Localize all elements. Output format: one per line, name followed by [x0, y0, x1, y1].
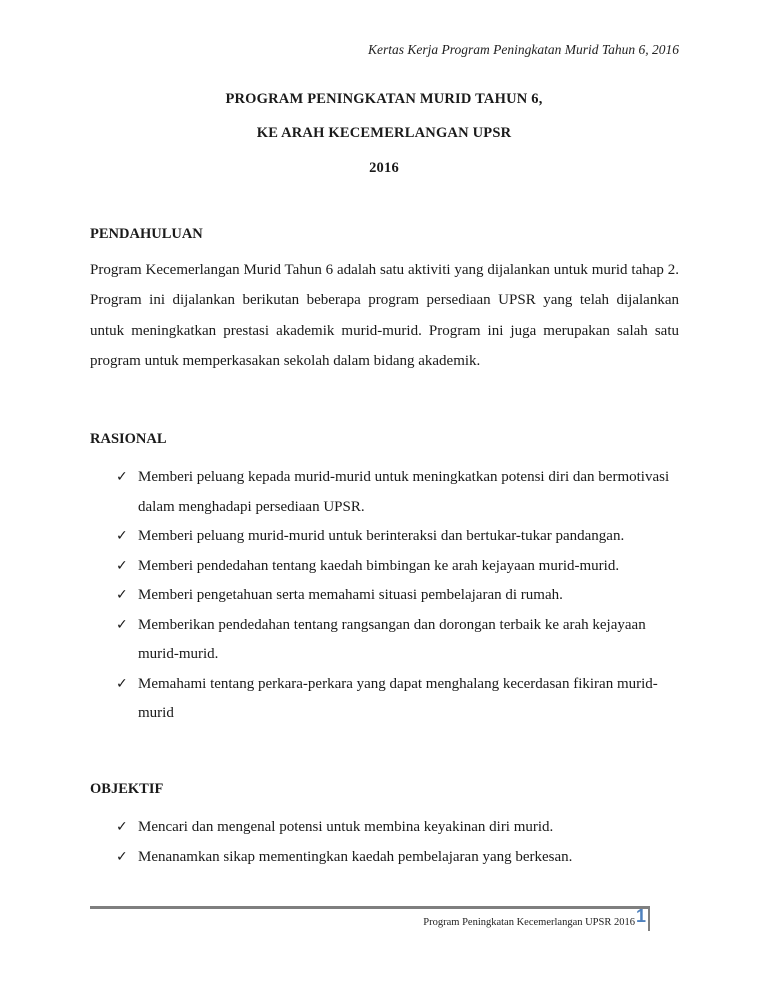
- objektif-list: [90, 813, 690, 872]
- list-item-text: Mencari dan mengenal potensi untuk membina keyakinan diri murid.: [138, 819, 554, 835]
- list-item: [90, 611, 690, 670]
- list-item: [90, 552, 690, 582]
- list-item: [90, 670, 690, 729]
- check-icon: ✓: [116, 675, 128, 692]
- check-icon: ✓: [116, 616, 128, 633]
- heading-pendahuluan: PENDAHULUAN: [90, 226, 203, 242]
- title-line-1: PROGRAM PENINGKATAN MURID TAHUN 6,: [225, 91, 543, 107]
- list-item: [90, 813, 690, 843]
- check-icon: ✓: [116, 557, 128, 574]
- heading-objektif: OBJEKTIF: [90, 781, 164, 797]
- list-item: [90, 843, 690, 873]
- check-icon: ✓: [116, 587, 128, 603]
- intro-paragraph: Program Kecemerlangan Murid Tahun 6 adalah satu aktiviti yang dijalankan untuk murid tahap 2. Program ini dijalankan berikutan beberapa program persediaan UPSR yang telah dijalankan untuk meningkatkan prestasi akademik murid-murid. Program ini juga merupakan salah satu program untuk memperkasakan sekolah dalam bidang akademik.: [90, 262, 679, 370]
- list-item-text: Memberikan pendedahan tentang rangsangan dan dorongan terbaik ke arah kejayaan murid-murid.: [138, 616, 646, 662]
- list-item-text: Memberi pengetahuan serta memahami situasi pembelajaran di rumah.: [138, 587, 563, 603]
- title-year: 2016: [369, 160, 399, 176]
- check-icon: ✓: [116, 848, 128, 865]
- page-number: 1: [635, 906, 646, 926]
- list-item-text: Memberi peluang murid-murid untuk berinteraksi dan bertukar-tukar pandangan.: [138, 528, 625, 544]
- list-item: [90, 463, 690, 522]
- check-icon: ✓: [116, 528, 128, 544]
- heading-rasional: RASIONAL: [90, 431, 167, 447]
- check-icon: ✓: [116, 469, 128, 485]
- list-item-text: Menanamkan sikap mementingkan kaedah pembelajaran yang berkesan.: [138, 848, 573, 865]
- list-item-text: Memberi peluang kepada murid-murid untuk meningkatkan potensi diri dan bermotivasi dalam menghadapi persediaan UPSR.: [138, 469, 670, 515]
- footer-text: Program Peningkatan Kecemerlangan UPSR 2016: [423, 917, 635, 928]
- rasional-list: [90, 463, 690, 729]
- list-item-text: Memahami tentang perkara-perkara yang dapat menghalang kecerdasan fikiran murid-murid: [138, 675, 658, 721]
- footer-vertical-bar: [648, 906, 650, 931]
- list-item: [90, 522, 690, 552]
- list-item-text: Memberi pendedahan tentang kaedah bimbingan ke arah kejayaan murid-murid.: [138, 557, 620, 574]
- footer-divider: [90, 906, 650, 909]
- title-line-2: KE ARAH KECEMERLANGAN UPSR: [256, 125, 512, 141]
- running-header: Kertas Kerja Program Peningkatan Murid Tahun 6, 2016: [367, 42, 679, 57]
- list-item: [90, 581, 690, 611]
- check-icon: ✓: [116, 819, 128, 835]
